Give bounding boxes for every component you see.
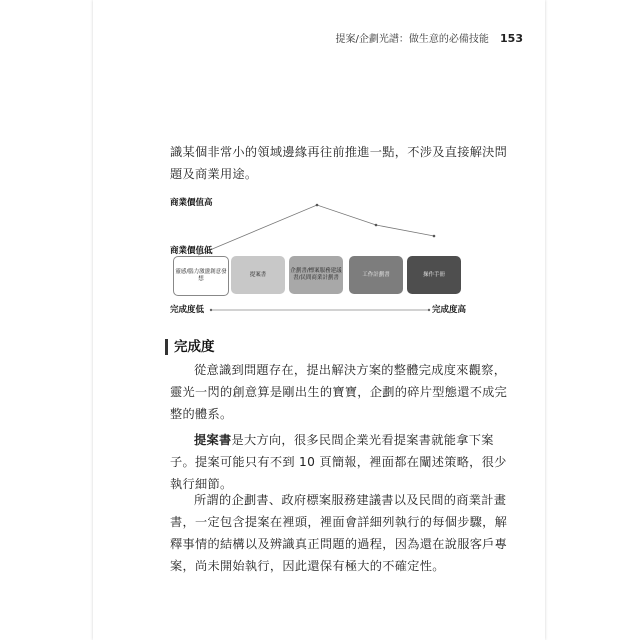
- axis-endpoint: [428, 309, 430, 311]
- section-title: 完成度: [165, 339, 215, 355]
- book-page: [93, 0, 545, 640]
- low-value-label: 商業價值低: [170, 246, 213, 256]
- trend-point: [375, 224, 378, 227]
- stage-box-proposal: 提案書: [231, 256, 285, 294]
- high-completion-label: 完成度高: [432, 305, 467, 315]
- stage-box-plan: 企劃書/標案服務建議書/民間商業計劃書: [289, 256, 343, 294]
- high-value-label: 商業價值高: [170, 198, 213, 208]
- body-paragraph: 所謂的企劃書、政府標案服務建議書以及民間的商業計畫書，一定包含提案在裡頭，裡面會詳細列執行的每個步驟，解釋事情的結構以及辨識真正問題的過程，因為還在說服客戶專案，尚未開始執行，因此還保有極大的不確定性。: [170, 493, 508, 573]
- body-paragraph: 從意識到問題存在，提出解決方案的整體完成度來觀察，靈光一閃的創意算是剛出生的寶寶，企劃的碎片型態還不成完整的體系。: [170, 363, 508, 421]
- low-completion-label: 完成度低: [170, 305, 205, 315]
- running-header: [335, 30, 523, 45]
- trend-point: [316, 204, 319, 207]
- page-number: 153: [500, 32, 523, 45]
- proposal-term: 提案書: [194, 433, 232, 447]
- proposal-description: 是大方向，很多民間企業光看提案書就能拿下案子。提案可能只有不到 10 頁簡報，裡面都在闡述策略，很少執行細節。: [170, 433, 507, 491]
- value-trend-line: [198, 205, 434, 255]
- running-title: 提案/企劃光譜：做生意的必備技能: [335, 34, 489, 45]
- stage-box-inspiration: 靈感/腦力激盪創意發想: [173, 256, 229, 296]
- trend-point: [433, 235, 436, 238]
- stage-box-manual: 操作手冊: [407, 256, 461, 294]
- axis-endpoint: [210, 309, 212, 311]
- intro-paragraph: 識某個非常小的領域邊緣再往前推進一點，不涉及直接解決問題及商業用途。: [170, 145, 508, 181]
- body-paragraph: [170, 429, 510, 495]
- stage-box-work-plan: 工作計劃書: [349, 256, 403, 294]
